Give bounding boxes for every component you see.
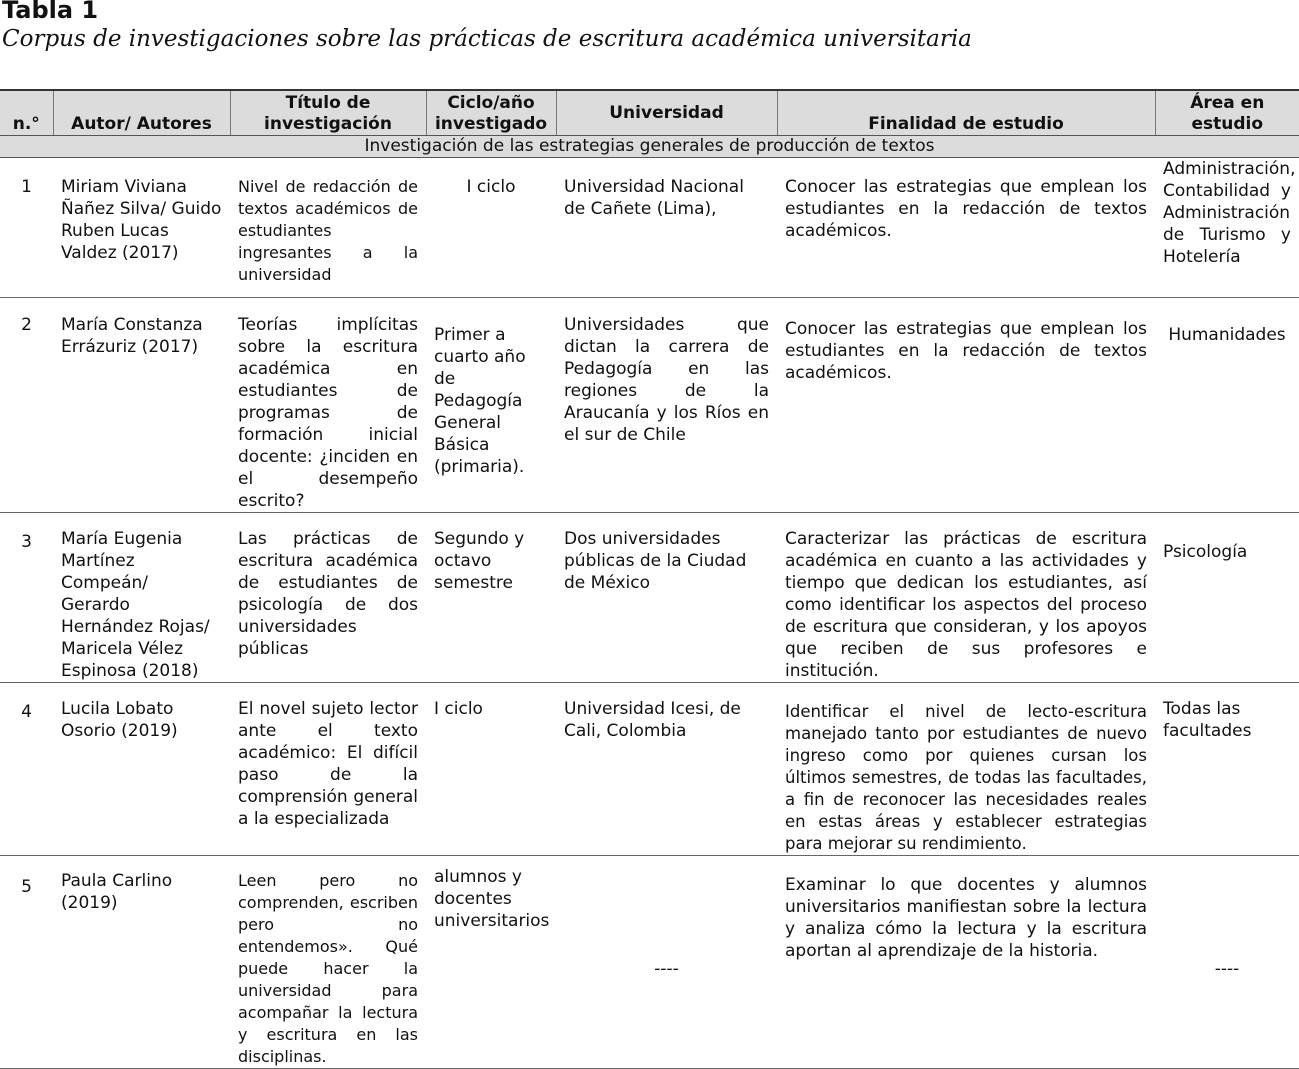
header-university: Universidad: [556, 90, 777, 136]
university-cell: Dos universidades públicas de la Ciudad de México: [556, 513, 777, 683]
author-cell: María Eugenia Martínez Compeán/ Gerardo Hernández Rojas/ Maricela Vélez Espinosa (2018): [53, 513, 230, 683]
purpose-cell: Caracterizar las prácticas de escritura académica en cuanto a las actividades y tiempo que dedican los estudiantes, así como identificar los aspectos del proceso de escritura que consideran, y los apoyos que reciben de sus profesores e institución.: [777, 513, 1155, 683]
area-cell: Administración, Contabilidad y Administración de Turismo y Hotelería: [1155, 158, 1299, 298]
area-cell: Todas las facultades: [1155, 683, 1299, 856]
area-cell: Humanidades: [1155, 298, 1299, 513]
table-label: Tabla 1: [2, 0, 99, 24]
university-cell: Universidades que dictan la carrera de Pedagogía en las regiones de la Araucanía y los Ríos en el sur de Chile: [556, 298, 777, 513]
header-purpose: Finalidad de estudio: [777, 90, 1155, 136]
title-cell: El novel sujeto lector ante el texto académico: El difícil paso de la comprensión general a la especializada: [230, 683, 426, 856]
purpose-cell: Conocer las estrategias que emplean los estudiantes en la redacción de textos académicos.: [777, 298, 1155, 513]
table-row: [0, 298, 1299, 513]
header-title: Título de investigación: [230, 90, 426, 136]
table-row: [0, 158, 1299, 298]
university-cell: Universidad Icesi, de Cali, Colombia: [556, 683, 777, 856]
cycle-cell: alumnos y docentes universitarios: [426, 856, 556, 1069]
row-number: 1: [0, 158, 53, 298]
cycle-cell: Primer a cuarto año de Pedagogía General Básica (primaria).: [426, 298, 556, 513]
title-cell: Las prácticas de escritura académica de estudiantes de psicología de dos universidades públicas: [230, 513, 426, 683]
author-cell: Paula Carlino (2019): [53, 856, 230, 1069]
cycle-cell: Segundo y octavo semestre: [426, 513, 556, 683]
table-caption: Corpus de investigaciones sobre las prácticas de escritura académica universitaria: [2, 26, 972, 52]
research-corpus-table: [0, 89, 1299, 1069]
area-cell: Psicología: [1155, 513, 1299, 683]
area-cell: ----: [1155, 856, 1299, 1069]
header-area: Área en estudio: [1155, 90, 1299, 136]
section-heading: Investigación de las estrategias generales de producción de textos: [0, 136, 1299, 158]
author-cell: Lucila Lobato Osorio (2019): [53, 683, 230, 856]
purpose-cell: Identificar el nivel de lecto-escritura manejado tanto por estudiantes de nuevo ingreso como por quienes cursan los últimos semestres, de todas las facultades, a fin de reconocer las necesidades reales en estas áreas y establecer estrategias para mejorar su rendimiento.: [777, 683, 1155, 856]
header-num: n.°: [0, 90, 53, 136]
header-author: Autor/ Autores: [53, 90, 230, 136]
cycle-cell: I ciclo: [426, 683, 556, 856]
author-cell: María Constanza Errázuriz (2017): [53, 298, 230, 513]
purpose-cell: Conocer las estrategias que emplean los estudiantes en la redacción de textos académicos.: [777, 158, 1155, 298]
row-number: 3: [0, 513, 53, 683]
row-number: 5: [0, 856, 53, 1069]
author-cell: Miriam Viviana Ñañez Silva/ Guido Ruben Lucas Valdez (2017): [53, 158, 230, 298]
row-number: 2: [0, 298, 53, 513]
cycle-cell: I ciclo: [426, 158, 556, 298]
header-row: [0, 90, 1299, 136]
title-cell: Leen pero no comprenden, escriben pero no entendemos». Qué puede hacer la universidad para acompañar la lectura y escritura en las disciplinas.: [230, 856, 426, 1069]
purpose-cell: Examinar lo que docentes y alumnos universitarios manifiestan sobre la lectura y analiza cómo la lectura y la escritura aportan al aprendizaje de la historia.: [777, 856, 1155, 1069]
table-row: [0, 856, 1299, 1069]
section-row: [0, 136, 1299, 158]
university-cell: Universidad Nacional de Cañete (Lima),: [556, 158, 777, 298]
university-cell: ----: [556, 856, 777, 1069]
table-row: [0, 683, 1299, 856]
header-cycle: Ciclo/año investigado: [426, 90, 556, 136]
table-row: [0, 513, 1299, 683]
title-cell: Nivel de redacción de textos académicos de estudiantes ingresantes a la universidad: [230, 158, 426, 298]
row-number: 4: [0, 683, 53, 856]
title-cell: Teorías implícitas sobre la escritura académica en estudiantes de programas de formación inicial docente: ¿inciden en el desempeño escrito?: [230, 298, 426, 513]
